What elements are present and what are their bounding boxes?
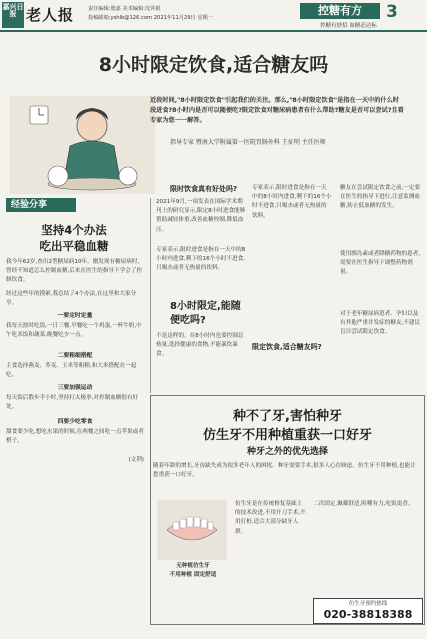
paper-name: 老人报 <box>26 6 75 24</box>
main-headline: 8小时限定饮食,适合糖友吗 <box>98 54 329 76</box>
advert-title-line2: 仿生牙不用种植重获一口好牙 <box>202 428 372 443</box>
experience-tag: 经验分享 <box>6 198 76 212</box>
middle-paragraph: 2021年9月,一项发表在国际学术期刊上的研究显示,限定8小时进食能够帮助减轻体重,改善血糖控制,降低血压。 <box>156 199 246 233</box>
middle-question-1: 限时饮食真有好处吗? <box>170 185 238 193</box>
left-subhead: 二要粗细搭配 <box>57 353 93 359</box>
left-paragraph: 主食选择燕麦、荞麦、玉米等粗粮,和大米搭配在一起吃。 <box>6 363 137 379</box>
hotline-label: 仿生牙预约热线 <box>348 601 388 607</box>
advert-paragraph: 二次固定,佩戴舒适,咀嚼有力,吃饭更香。 <box>313 501 414 507</box>
left-subhead: 一要定时定量 <box>57 313 93 319</box>
advert-subtitle: 种牙之外的优先选择 <box>246 447 328 457</box>
left-paragraph: 每天饭后散步半小时,坚持打太极拳,对控制血糖很有好处。 <box>6 395 139 411</box>
tooth-model-image <box>157 500 227 560</box>
middle-paragraph: 专家表示,限时进食是指在一天中的8小时内进食,剩下的16个小时不进食,只喝水或者无热量的饮料。 <box>156 247 246 272</box>
page-number: 3 <box>386 2 398 22</box>
middle-question-2: 限定饮食,适合糖友吗? <box>252 343 322 351</box>
left-title-line2: 吃出平稳血糖 <box>39 239 109 253</box>
left-paragraph: 我每天按时吃饭,一日三餐,早餐吃一个鸡蛋,一杯牛奶,中午吃米饭和蔬菜,晚餐吃少一点。 <box>6 323 142 339</box>
header-divider <box>0 30 427 32</box>
hotline-number[interactable]: 020-38818388 <box>323 608 413 621</box>
article-intro: 近段时间,"8小时限定饮食"引起我们的关注。那么,"8小时限定饮食"是指在一天中的什么时段进食?8小时内是否可以随便吃?限定饮食对糖尿病患者有什么帮助?糖友是否可以尝试?且看专家为您一一解答。 <box>150 97 404 124</box>
left-subhead: 四要少吃零食 <box>57 419 93 425</box>
middle-right-paragraph: 专家表示,限时进食是指在一天中的8小时内进食,剩下的16个小时不进食,只喝水或者无热量的饮料。 <box>252 185 332 219</box>
left-subhead: 三要加强运动 <box>57 385 93 391</box>
left-paragraph: 甜食要少吃,想吃水果的时候,在两餐之间吃一点苹果或者橙子。 <box>6 429 144 445</box>
email-date-line: 投稿邮箱:yshlb@126.com 2021年11月29日 星期一 <box>88 15 213 21</box>
right-paragraph: 糖友在尝试限定饮食之前,一定要在医生的指导下进行,注意监测血糖,防止低血糖的发生。 <box>340 185 421 210</box>
middle-paragraph: 不是这样的。在8小时内也要控制总热量,选择健康的食物,不能暴饮暴食。 <box>156 333 244 358</box>
right-paragraph: 对于老年糖尿病患者、孕妇以及有其他严重并发症的糖友,不建议盲目尝试限定饮食。 <box>340 311 421 336</box>
left-paragraph: 我今年62岁,查出2型糖尿病10年。刚发现有糖尿病时,曾经不知道怎么控制血糖,后来在医生的指导下学会了控制饮食。 <box>6 259 143 284</box>
tooth-caption-2: 不用种植 固定舒适 <box>169 572 217 578</box>
right-paragraph: 使用胰岛素或者降糖药物的患者,需要在医生指导下调整药物剂量。 <box>340 251 421 276</box>
advert-paragraph: 仿生牙是在传统修复基础上的技术改进,不用开刀手术,不用打桩,适合大部分缺牙人群。 <box>235 501 306 535</box>
advert-lead: 随着年龄的增长,牙齿缺失成为很多老年人的困扰。种牙需要手术,很多人心存顾虑。仿生牙不用种植,也能让您重获一口好牙。 <box>153 463 416 478</box>
middle-big-question: 8小时限定,能随便吃吗? <box>170 301 241 326</box>
section-subtitle: 控糖有妙招 血糖必达标 <box>320 23 377 29</box>
editor-line: 责任编辑:殷嘉 美术编辑:沈萍娟 <box>88 6 161 12</box>
seal-text: 嘉兴日报 <box>2 2 24 18</box>
newspaper-seal <box>2 2 24 28</box>
section-tag: 控糖有方 <box>300 3 380 19</box>
left-author: (文荆) <box>128 457 144 463</box>
left-title-line1: 坚持4个办法 <box>41 223 107 237</box>
advert-title-line1: 种不了牙,害怕种牙 <box>233 409 342 424</box>
column-divider <box>150 198 151 393</box>
left-paragraph: 经过这些年的摸索,我总结了4个办法,在这里和大家分享。 <box>6 291 137 307</box>
woman-eating-illustration <box>10 96 155 194</box>
guide-expert: 指导专家 暨南大学附属第一医院胃肠外科 王征明 主任医师 <box>170 139 326 146</box>
tooth-caption-1: 无种植仿生牙 <box>176 563 210 569</box>
